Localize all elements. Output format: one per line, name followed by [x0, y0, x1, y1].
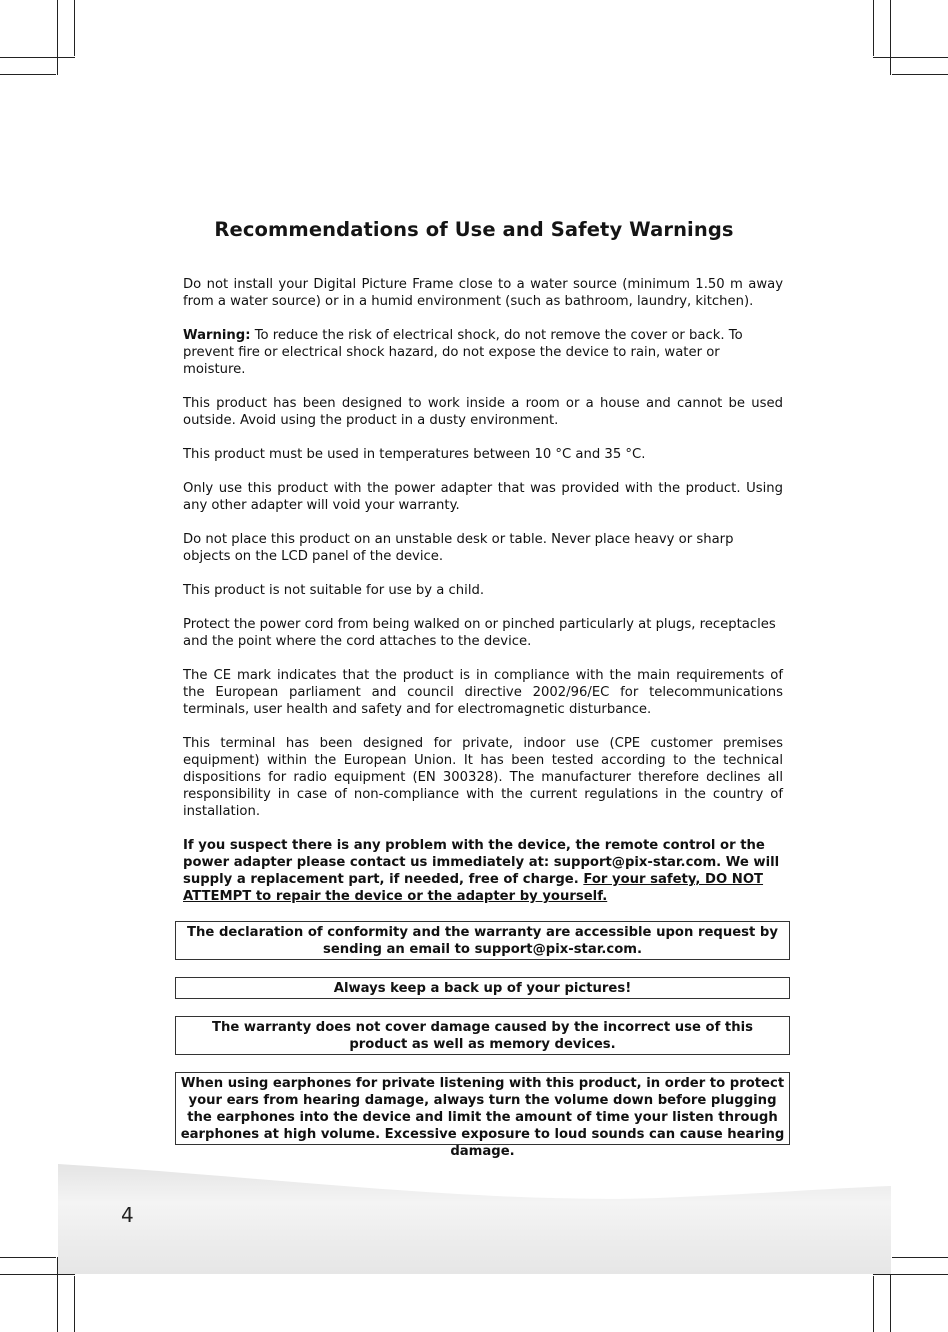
paragraph-water-source: Do not install your Digital Picture Frame close to a water source (minimum 1.50 m away from a water source) or in a humid environment (such as bathroom, laundry, kitchen). — [183, 277, 783, 309]
crop-mark — [873, 1276, 874, 1332]
crop-mark — [0, 1274, 75, 1275]
crop-mark — [890, 0, 891, 75]
safety-warning-text: For your safety, DO NOT ATTEMPT to repair the device or the adapter by yourself. — [183, 872, 764, 904]
crop-mark — [873, 57, 948, 58]
paragraph-ce-mark: The CE mark indicates that the product is in compliance with the main requirements of the European parliament and council directive 2002/96/EC for telecommunications terminals, user health and safety and for electromagnetic disturbance. — [183, 668, 783, 717]
footer-band — [58, 1162, 891, 1274]
crop-mark — [892, 1257, 948, 1258]
crop-mark — [0, 57, 75, 58]
paragraph-warning — [183, 327, 783, 378]
crop-mark — [74, 1276, 75, 1332]
body-text — [183, 276, 783, 922]
conformity-notice: The declaration of conformity and the warranty are accessible upon request by sending an email to support@pix-star.com. — [175, 921, 790, 960]
paragraph-power-adapter: Only use this product with the power adapter that was provided with the product. Using any other adapter will void your warranty. — [183, 481, 783, 513]
crop-mark — [873, 1274, 948, 1275]
crop-mark — [892, 74, 948, 75]
support-text: If you suspect there is any problem with the device, the remote control or the power adapter please contact us immediately at: support@pix-star.com. We will supply a replacement part, if needed, free of charge. — [183, 838, 780, 887]
page-number: 4 — [121, 1203, 134, 1227]
paragraph-temperature: This product must be used in temperatures between 10 °C and 35 °C. — [183, 447, 646, 462]
crop-mark — [873, 0, 874, 56]
paragraph-unstable-desk: Do not place this product on an unstable desk or table. Never place heavy or sharp objects on the LCD panel of the device. — [183, 532, 734, 564]
paragraph-child: This product is not suitable for use by a child. — [183, 583, 485, 598]
earphones-notice: When using earphones for private listening with this product, in order to protect your ears from hearing damage, always turn the volume down before plugging the earphones into the device and limit the amount of time your listen through earphones at high volume. Excessive exposure to loud sounds can cause hearing damage. — [175, 1072, 790, 1145]
notice-boxes — [175, 921, 790, 1159]
backup-notice: Always keep a back up of your pictures! — [175, 977, 790, 999]
paragraph-indoor-use: This product has been designed to work inside a room or a house and cannot be used outside. Avoid using the product in a dusty environment. — [183, 396, 783, 428]
page-title: Recommendations of Use and Safety Warnings — [214, 218, 734, 241]
crop-mark — [74, 0, 75, 56]
crop-mark — [0, 74, 56, 75]
paragraph-power-cord: Protect the power cord from being walked on or pinched particularly at plugs, receptacles and the point where the cord attaches to the device. — [183, 617, 776, 649]
paragraph-terminal: This terminal has been designed for private, indoor use (CPE customer premises equipment) within the European Union. It has been tested according to the technical dispositions for radio equipment (EN 300328). The manufacturer therefore declines all responsibility in case of non-compliance with the current regulations in the country of installation. — [183, 736, 783, 819]
warranty-notice: The warranty does not cover damage caused by the incorrect use of this product as well as memory devices. — [175, 1016, 790, 1055]
crop-mark — [57, 0, 58, 75]
crop-mark — [0, 1257, 56, 1258]
warning-text: To reduce the risk of electrical shock, do not remove the cover or back. To prevent fire or electrical shock hazard, do not expose the device to rain, water or moisture. — [183, 328, 743, 377]
warning-label: Warning: — [183, 328, 251, 343]
paragraph-support — [183, 837, 783, 905]
